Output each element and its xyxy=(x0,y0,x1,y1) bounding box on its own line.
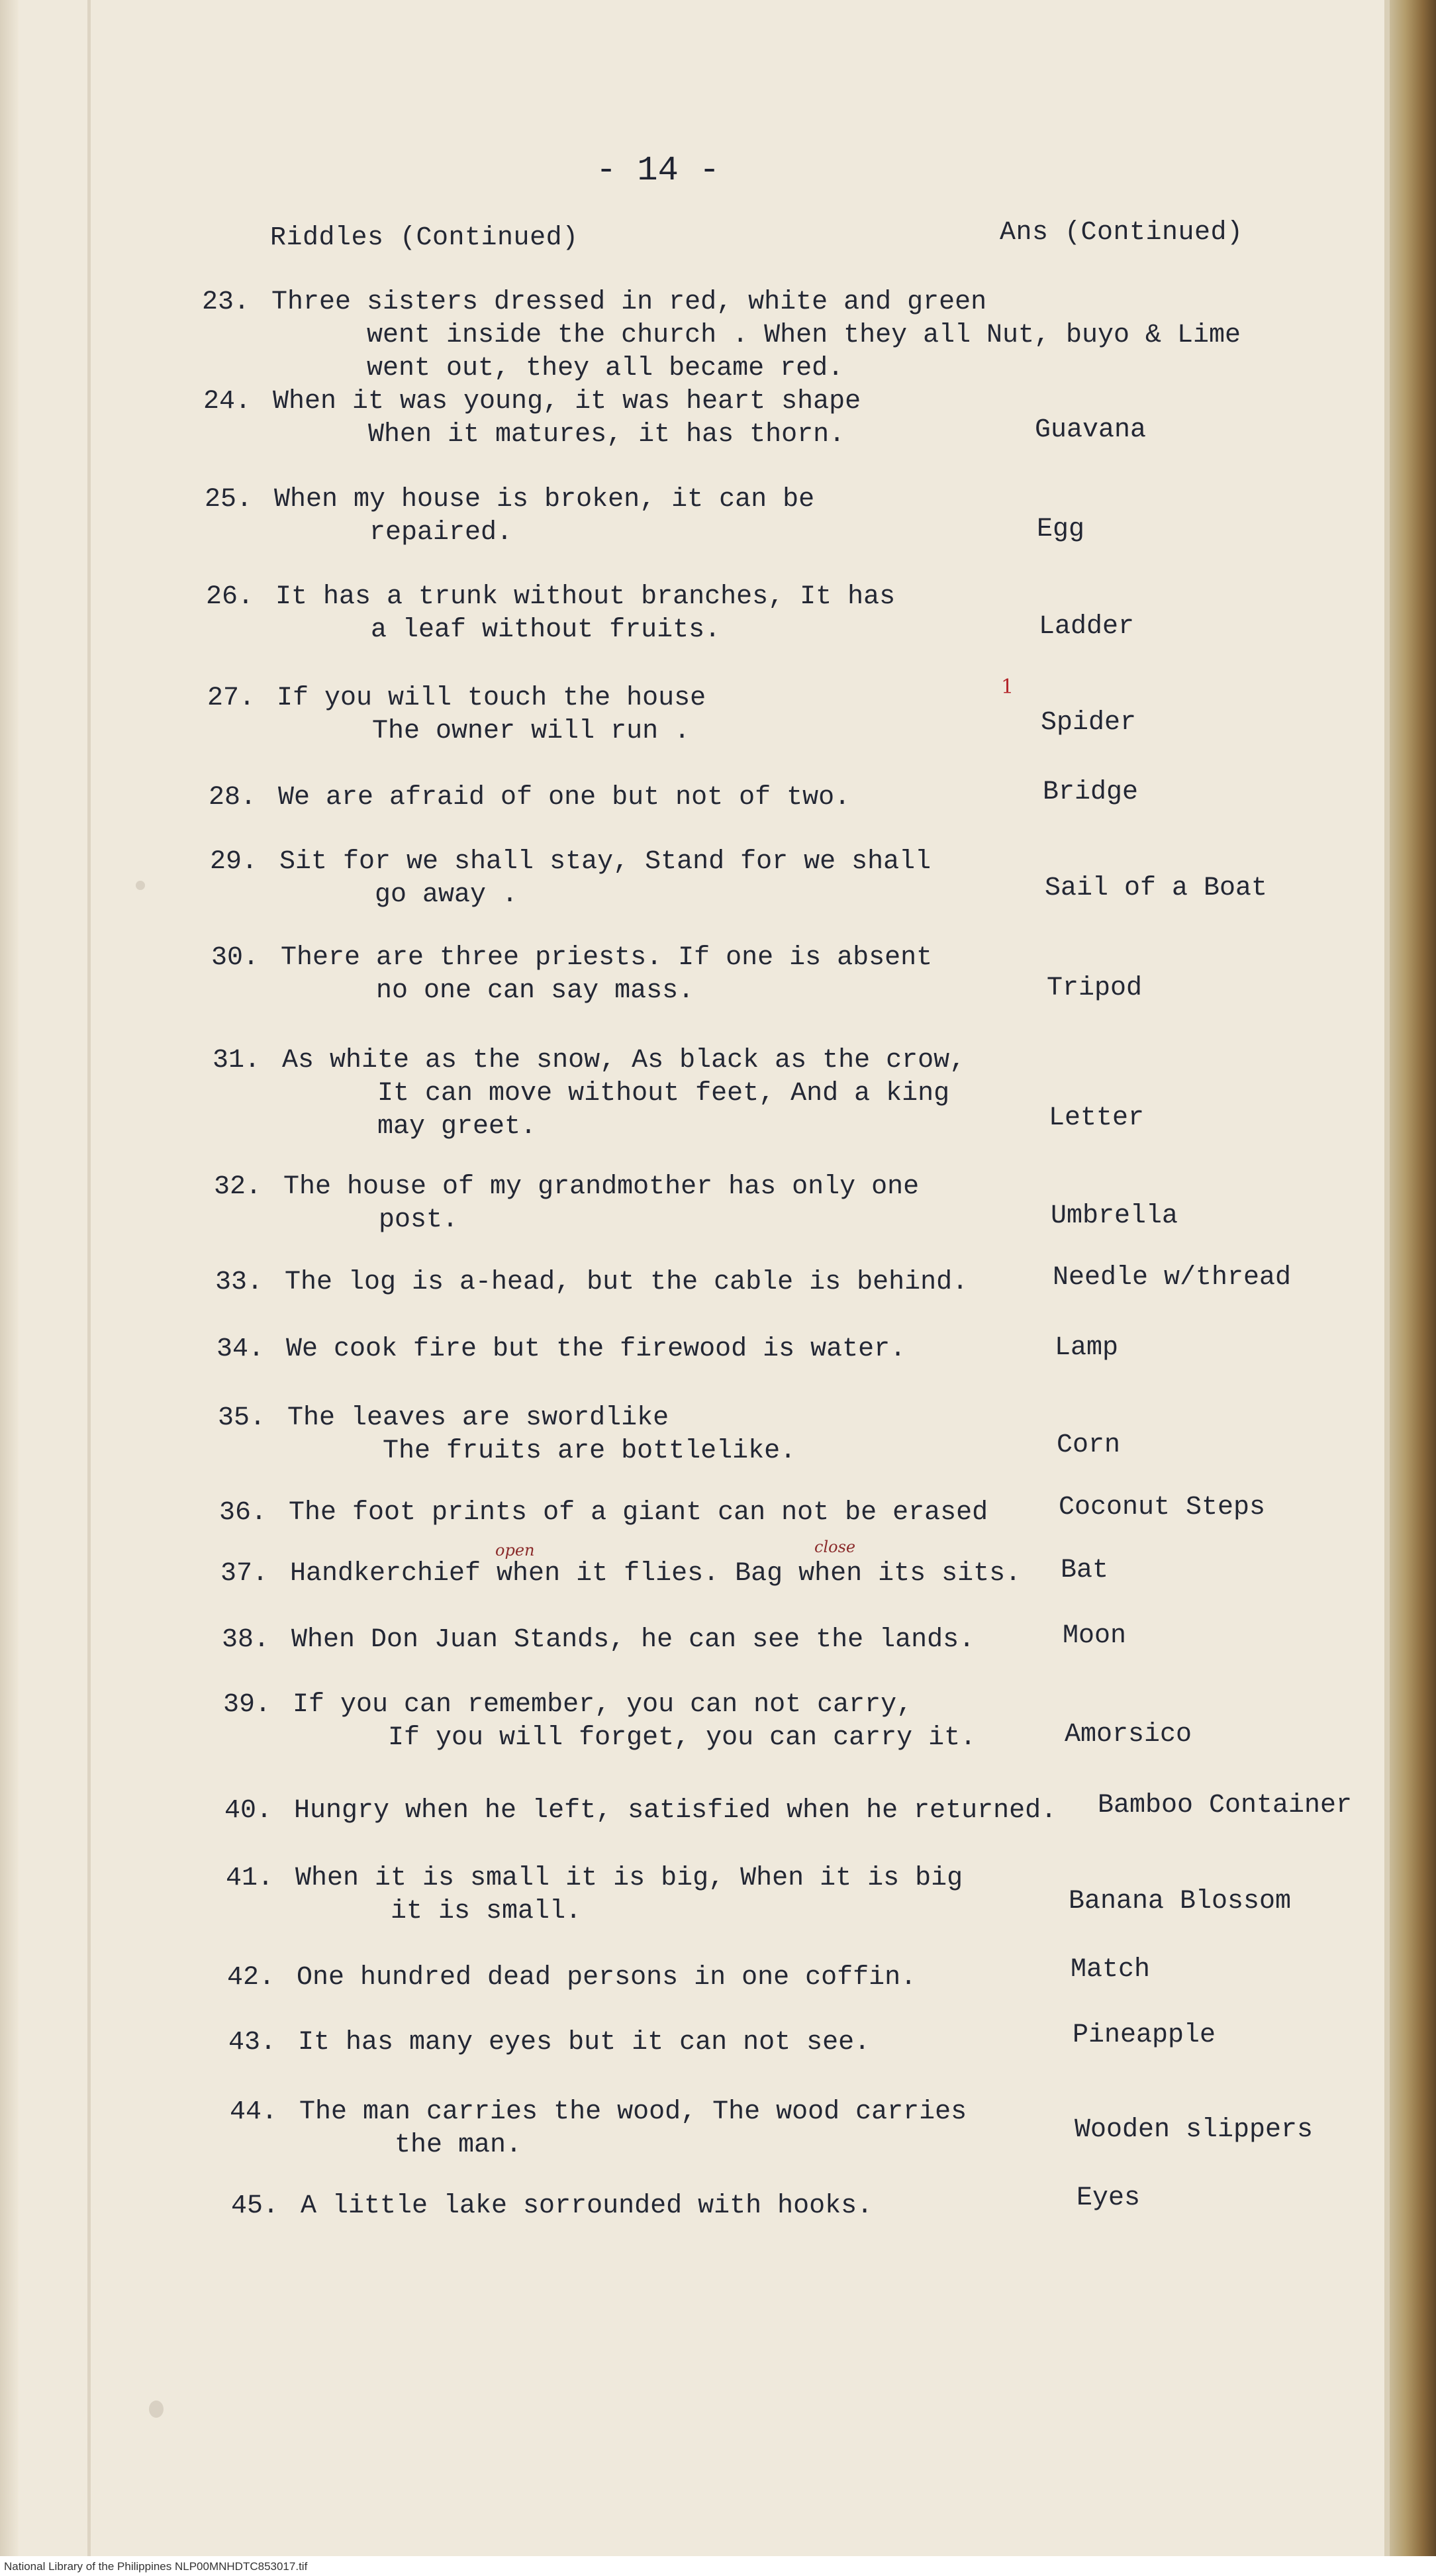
riddle-text-line: There are three priests. If one is absent xyxy=(281,943,933,973)
riddle-text-line: If you will forget, you can carry it. xyxy=(293,1723,977,1753)
riddle-text-line: It has a trunk without branches, It has xyxy=(275,582,896,612)
answers-header: Ans (Continued) xyxy=(1000,218,1243,248)
riddle-text-line: One hundred dead persons in one coffin. xyxy=(297,1963,917,1993)
riddle-number: 36. xyxy=(219,1498,267,1528)
riddle-answer: Letter xyxy=(1049,1103,1145,1133)
riddle-answer: Corn xyxy=(1057,1430,1121,1460)
handwritten-note-close: close xyxy=(814,1538,856,1556)
riddle-text-line: When Don Juan Stands, he can see the lands. xyxy=(291,1625,975,1655)
riddle-number: 43. xyxy=(228,2028,277,2057)
riddle-text-line: It has many eyes but it can not see. xyxy=(298,2028,871,2057)
riddle-number: 23. xyxy=(202,287,250,317)
page-fold xyxy=(87,0,91,2576)
riddle-text-line: The fruits are bottlelike. xyxy=(287,1436,796,1466)
riddle-text-line: As white as the snow, As black as the crow, xyxy=(282,1046,966,1075)
riddle-text-line: When my house is broken, it can be xyxy=(274,485,815,515)
riddle-number: 31. xyxy=(213,1046,261,1075)
riddle-number: 44. xyxy=(230,2097,278,2127)
riddle-text-line: post. xyxy=(283,1205,459,1235)
riddle-number: 24. xyxy=(203,387,252,417)
riddle-number: 34. xyxy=(216,1334,265,1364)
riddle-text-line: We are afraid of one but not of two. xyxy=(278,783,851,813)
riddle-number: 27. xyxy=(207,683,256,713)
riddle-text-line: If you can remember, you can not carry, xyxy=(293,1690,913,1720)
riddle-text-line: It can move without feet, And a king xyxy=(282,1079,950,1109)
riddle-number: 33. xyxy=(215,1267,263,1297)
page-edge xyxy=(1384,0,1390,2576)
riddle-number: 28. xyxy=(209,783,257,813)
paper-blemish xyxy=(136,881,145,890)
riddle-text-line: The house of my grandmother has only one xyxy=(283,1172,920,1202)
riddle-answer: Spider xyxy=(1041,708,1137,738)
riddle-answer: Egg xyxy=(1037,515,1085,544)
riddle-text-line: go away . xyxy=(279,880,518,910)
riddle-number: 29. xyxy=(210,847,258,877)
riddle-number: 41. xyxy=(226,1863,274,1893)
riddle-text-line: a leaf without fruits. xyxy=(275,615,721,645)
riddle-text-line: The leaves are swordlike xyxy=(287,1403,669,1433)
riddle-number: 39. xyxy=(223,1690,271,1720)
riddle-text-line: A little lake sorrounded with hooks. xyxy=(301,2191,873,2221)
riddle-answer: Guavana xyxy=(1035,415,1147,445)
footer-caption: National Library of the Philippines NLP00MNHDTC853017.tif xyxy=(4,2560,308,2573)
riddle-answer: Eyes xyxy=(1077,2183,1141,2213)
riddle-answer: Pineapple xyxy=(1073,2020,1216,2050)
red-ink-mark: 1 xyxy=(1001,675,1014,699)
riddle-answer: Sail of a Boat xyxy=(1045,873,1268,903)
riddle-number: 37. xyxy=(220,1559,269,1589)
riddle-text-line: no one can say mass. xyxy=(281,976,694,1006)
riddle-text-line: The foot prints of a giant can not be erased xyxy=(289,1498,988,1528)
riddle-text-line: The owner will run . xyxy=(277,717,691,746)
riddle-number: 25. xyxy=(205,485,253,515)
riddle-text-line: went inside the church . When they all xyxy=(271,321,971,350)
riddle-answer: Bat xyxy=(1061,1556,1109,1585)
riddle-text-line: it is small. xyxy=(295,1897,582,1926)
riddle-text-line: If you will touch the house xyxy=(277,683,706,713)
book-spine xyxy=(1390,0,1436,2576)
riddle-text-line: Handkerchief when it flies. Bag when its sits. xyxy=(290,1559,1022,1589)
riddle-answer: Ladder xyxy=(1039,612,1135,642)
riddle-answer: Coconut Steps xyxy=(1059,1493,1266,1522)
riddle-text-line: We cook fire but the firewood is water. xyxy=(286,1334,906,1364)
riddle-text-line: The log is a-head, but the cable is behind. xyxy=(285,1267,969,1297)
riddle-answer: Tripod xyxy=(1047,973,1143,1003)
riddle-text-line: The man carries the wood, The wood carries xyxy=(299,2097,967,2127)
riddle-number: 45. xyxy=(231,2191,279,2221)
riddle-text-line: Hungry when he left, satisfied when he returned. xyxy=(294,1796,1057,1826)
riddle-answer: Banana Blossom xyxy=(1069,1887,1292,1916)
riddles-header: Riddles (Continued) xyxy=(270,223,579,253)
riddle-number: 42. xyxy=(227,1963,275,1993)
handwritten-note-open: open xyxy=(495,1541,535,1560)
riddle-answer: Lamp xyxy=(1055,1333,1119,1363)
riddle-answer: Bridge xyxy=(1043,777,1139,807)
riddle-answer: Umbrella xyxy=(1051,1201,1178,1231)
riddle-text-line: Sit for we shall stay, Stand for we shall xyxy=(279,847,932,877)
riddle-answer: Moon xyxy=(1063,1621,1127,1651)
scan-edge xyxy=(0,0,19,2576)
riddle-text-line: When it matures, it has thorn. xyxy=(273,420,845,450)
riddle-text-line: When it is small it is big, When it is big xyxy=(295,1863,963,1893)
footer-strip xyxy=(0,2556,1436,2576)
riddle-number: 30. xyxy=(211,943,260,973)
riddle-number: 32. xyxy=(214,1172,262,1202)
riddle-number: 40. xyxy=(224,1796,273,1826)
riddle-number: 38. xyxy=(222,1625,270,1655)
riddle-answer: Match xyxy=(1071,1955,1151,1985)
riddle-text-line: When it was young, it was heart shape xyxy=(273,387,861,417)
riddle-text-line: went out, they all became red. xyxy=(271,354,844,383)
riddle-answer: Amorsico xyxy=(1065,1720,1192,1750)
riddle-number: 26. xyxy=(206,582,254,612)
riddle-number: 35. xyxy=(218,1403,266,1433)
riddle-text-line: the man. xyxy=(299,2130,522,2160)
riddle-text-line: repaired. xyxy=(274,518,513,548)
riddle-answer: Wooden slippers xyxy=(1075,2115,1314,2145)
page-number: - 14 - xyxy=(596,151,720,190)
riddle-text-line: may greet. xyxy=(282,1112,537,1142)
riddle-answer: Needle w/thread xyxy=(1053,1263,1292,1293)
riddle-text-line: Three sisters dressed in red, white and green xyxy=(271,287,987,317)
paper-blemish xyxy=(149,2401,164,2418)
riddle-answer: Bamboo Container xyxy=(1098,1791,1353,1820)
riddle-answer: Nut, buyo & Lime xyxy=(986,321,1241,350)
